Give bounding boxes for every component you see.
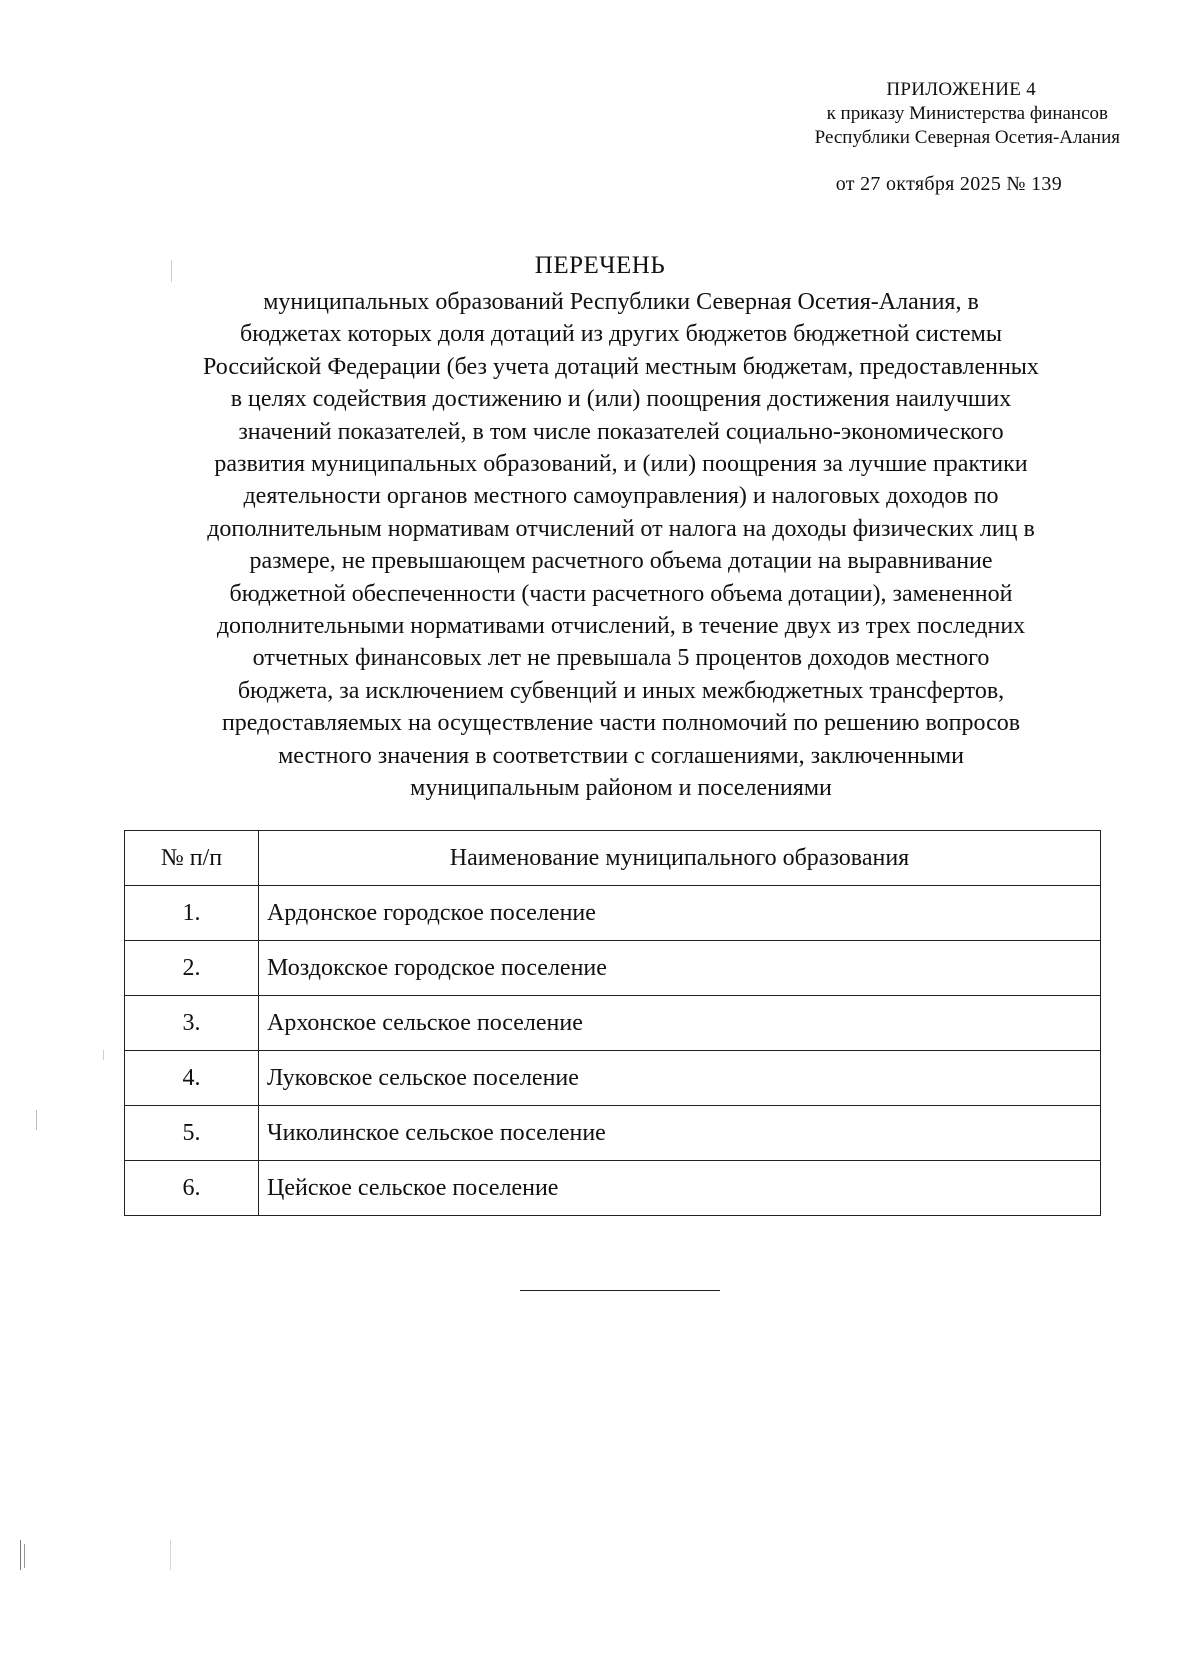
scan-artifact — [103, 1050, 104, 1060]
intro-line: деятельности органов местного самоуправления) и налоговых доходов по — [243, 483, 999, 510]
row-name: Цейское сельское поселение — [259, 1161, 1101, 1216]
intro-line: Российской Федерации (без учета дотаций местным бюджетам, предоставленных — [203, 353, 1039, 380]
document-intro — [118, 286, 1124, 805]
intro-line: дополнительными нормативами отчислений, в течение двух из трех последних — [216, 613, 1026, 640]
scan-artifact — [171, 260, 172, 282]
table-row — [125, 1106, 1101, 1161]
annex-title: ПРИЛОЖЕНИЕ 4 — [886, 79, 1036, 100]
table-row — [125, 1161, 1101, 1216]
row-number: 6. — [125, 1161, 259, 1216]
table-row — [125, 1051, 1101, 1106]
intro-line: бюджетах которых доля дотаций из других бюджетов бюджетной системы — [240, 321, 1002, 348]
row-number: 5. — [125, 1106, 259, 1161]
header-name: Наименование муниципального образования — [259, 831, 1101, 886]
intro-line: развития муниципальных образований, и (или) поощрения за лучшие практики — [214, 451, 1028, 478]
table-header-row — [125, 831, 1101, 886]
annex-republic-line: Республики Северная Осетия-Алания — [814, 127, 1120, 148]
intro-line: муниципальных образований Республики Северная Осетия-Алания, в — [263, 289, 979, 315]
municipalities-table — [124, 830, 1101, 1216]
intro-line: отчетных финансовых лет не превышала 5 процентов доходов местного — [252, 645, 990, 672]
row-number: 3. — [125, 996, 259, 1051]
table-row — [125, 941, 1101, 996]
row-name: Ардонское городское поселение — [259, 886, 1101, 941]
document-title: ПЕРЕЧЕНЬ — [534, 252, 666, 279]
row-number: 4. — [125, 1051, 259, 1106]
end-rule — [520, 1290, 720, 1291]
scan-artifact — [24, 1544, 25, 1568]
header-number: № п/п — [125, 831, 259, 886]
intro-line: муниципальным районом и поселениями — [410, 775, 832, 802]
intro-line: бюджетной обеспеченности (части расчетного объема дотации), замененной — [229, 580, 1013, 607]
intro-line: в целях содействия достижению и (или) поощрения достижения наилучших — [230, 386, 1012, 413]
row-number: 2. — [125, 941, 259, 996]
table-row — [125, 886, 1101, 941]
intro-line: размере, не превышающем расчетного объема дотации на выравнивание — [249, 548, 993, 575]
intro-line: предоставляемых на осуществление части полномочий по решению вопросов — [221, 710, 1021, 737]
intro-line: бюджета, за исключением субвенций и иных межбюджетных трансфертов, — [237, 677, 1005, 704]
table-row — [125, 996, 1101, 1051]
intro-line: дополнительным нормативам отчислений от налога на доходы физических лиц в — [207, 515, 1035, 542]
annex-date: от 27 октября 2025 № 139 — [835, 173, 1062, 195]
annex-order-line: к приказу Министерства финансов — [826, 103, 1108, 124]
scan-artifact — [20, 1540, 21, 1570]
intro-line: значений показателей, в том числе показателей социально-экономического — [238, 418, 1004, 445]
scan-artifact — [170, 1540, 171, 1570]
intro-line: местного значения в соответствии с соглашениями, заключенными — [278, 742, 964, 769]
row-number: 1. — [125, 886, 259, 941]
row-name: Луковское сельское поселение — [259, 1051, 1101, 1106]
row-name: Архонское сельское поселение — [259, 996, 1101, 1051]
annex-header — [700, 78, 1120, 196]
row-name: Моздокское городское поселение — [259, 941, 1101, 996]
row-name: Чиколинское сельское поселение — [259, 1106, 1101, 1161]
scan-artifact — [36, 1110, 37, 1130]
